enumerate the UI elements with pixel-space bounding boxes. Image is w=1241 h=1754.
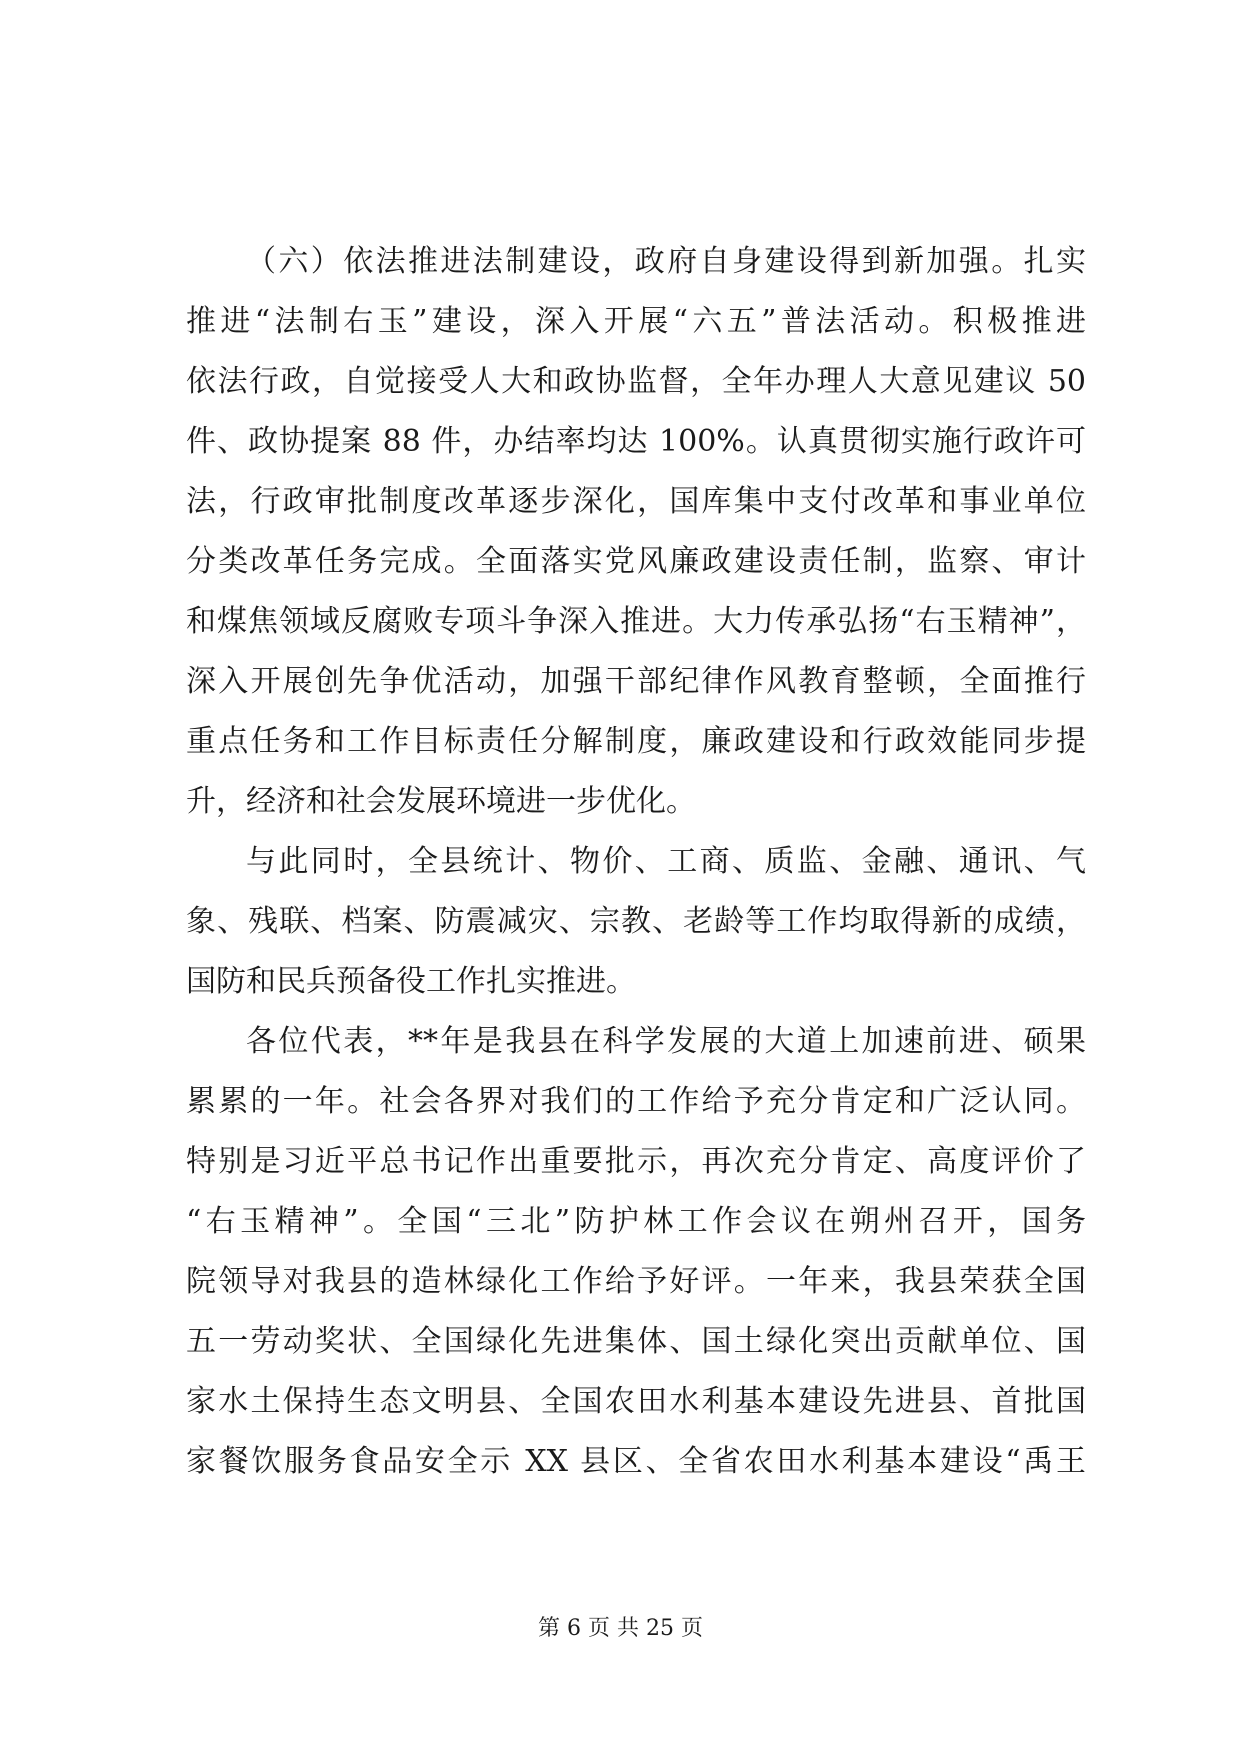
text-line: 件、政协提案 88 件，办结率均达 100%。认真贯彻实施行政许可	[186, 424, 1086, 459]
page-number-footer: 第 6 页 共 25 页	[538, 1616, 703, 1641]
text-line: 五一劳动奖状、全国绿化先进集体、国土绿化突出贡献单位、国	[186, 1324, 1086, 1359]
text-line: 法，行政审批制度改革逐步深化，国库集中支付改革和事业单位	[186, 484, 1086, 519]
text-line: “右玉精神”。全国“三北”防护林工作会议在朔州召开，国务	[186, 1204, 1086, 1239]
text-line: 家水土保持生态文明县、全国农田水利基本建设先进县、首批国	[186, 1384, 1086, 1419]
text-line: 各位代表，**年是我县在科学发展的大道上加速前进、硕果	[246, 1024, 1086, 1059]
text-line: 推进“法制右玉”建设，深入开展“六五”普法活动。积极推进	[186, 304, 1086, 339]
text-line: 家餐饮服务食品安全示 XX 县区、全省农田水利基本建设“禹王	[186, 1444, 1086, 1479]
text-line: 特别是习近平总书记作出重要批示，再次充分肯定、高度评价了	[186, 1144, 1086, 1179]
paragraph-3	[186, 1012, 1086, 1492]
text-line: 与此同时，全县统计、物价、工商、质监、金融、通讯、气	[246, 844, 1086, 879]
paragraph-2	[186, 832, 1086, 1012]
document-body	[186, 232, 1086, 1492]
text-line: 依法行政，自觉接受人大和政协监督，全年办理人大意见建议 50	[186, 364, 1086, 399]
paragraph-1	[186, 232, 1086, 832]
text-line: 升，经济和社会发展环境进一步优化。	[186, 784, 696, 819]
text-line: 象、残联、档案、防震减灾、宗教、老龄等工作均取得新的成绩，	[186, 904, 1086, 939]
text-line: 重点任务和工作目标责任分解制度，廉政建设和行政效能同步提	[186, 724, 1086, 759]
text-line: 深入开展创先争优活动，加强干部纪律作风教育整顿，全面推行	[186, 664, 1086, 699]
text-line: （六）依法推进法制建设，政府自身建设得到新加强。扎实	[246, 244, 1086, 279]
text-line: 和煤焦领域反腐败专项斗争深入推进。大力传承弘扬“右玉精神”，	[186, 604, 1086, 639]
text-line: 国防和民兵预备役工作扎实推进。	[186, 964, 636, 999]
text-line: 院领导对我县的造林绿化工作给予好评。一年来，我县荣获全国	[186, 1264, 1086, 1299]
text-line: 累累的一年。社会各界对我们的工作给予充分肯定和广泛认同。	[186, 1084, 1086, 1119]
text-line: 分类改革任务完成。全面落实党风廉政建设责任制，监察、审计	[186, 544, 1086, 579]
